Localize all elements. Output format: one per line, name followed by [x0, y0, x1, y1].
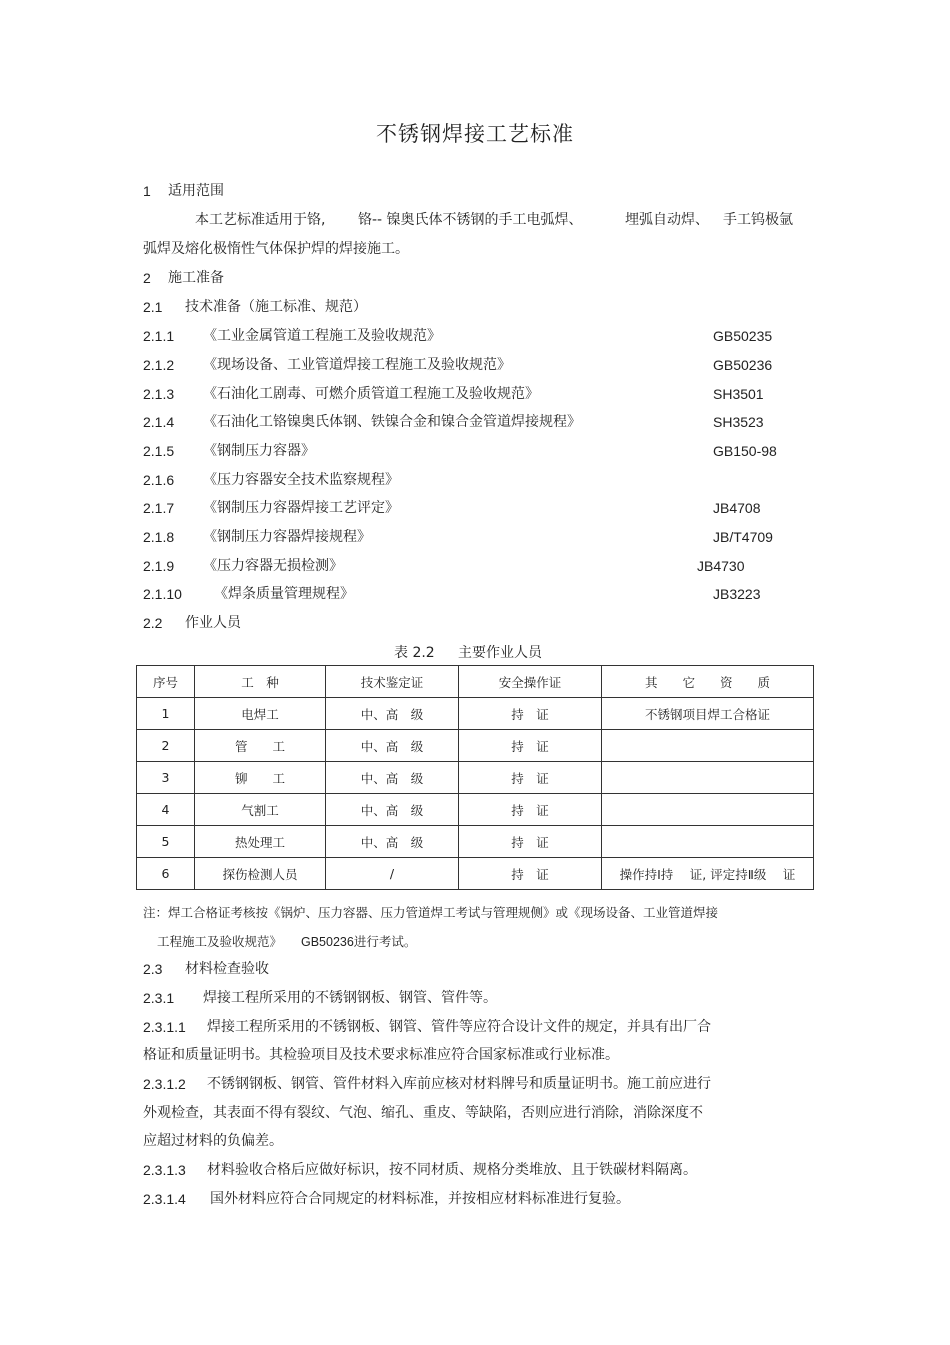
standard-name: 《钢制压力容器焊接规程》 [203, 529, 371, 545]
table-cell: 铆 工 [195, 762, 326, 794]
table-cell: 持 证 [459, 794, 602, 826]
standard-name: 《工业金属管道工程施工及验收规范》 [203, 328, 441, 344]
standard-number: 2.1.5 [143, 443, 175, 459]
standard-number: 2.1.4 [143, 414, 175, 430]
table-cell: 管 工 [195, 730, 326, 762]
table-cell: 持 证 [459, 858, 602, 890]
table-cell: / [326, 858, 459, 890]
table-cell: 持 证 [459, 730, 602, 762]
standard-code: JB4730 [697, 558, 745, 574]
table-row [137, 698, 814, 730]
standard-name: 《石油化工剧毒、可燃介质管道工程施工及验收规范》 [203, 386, 539, 402]
standard-number: 2.1.8 [143, 529, 175, 545]
personnel-table [136, 665, 814, 890]
standard-number: 2.1.1 [143, 328, 175, 344]
scope-para-part-2: 铬-- 镍奥氏体不锈钢的手工电弧焊、 [358, 212, 583, 228]
table-row [137, 730, 814, 762]
section-2-1-number: 2.1 [143, 299, 163, 315]
section-2-3-heading: 材料检查验收 [185, 961, 269, 977]
table-cell: 5 [137, 826, 195, 858]
table-row [137, 858, 814, 890]
standard-name: 《压力容器无损检测》 [203, 558, 343, 574]
table-header-row [137, 666, 814, 698]
table-row [137, 762, 814, 794]
table-cell: 电焊工 [195, 698, 326, 730]
standard-name: 《石油化工铬镍奥氏体钢、铁镍合金和镍合金管道焊接规程》 [203, 414, 581, 430]
section-2-3-1-1-line-2: 格证和质量证明书。其检验项目及技术要求标准应符合国家标准或行业标准。 [143, 1047, 619, 1063]
table-header: 其 它 资 质 [602, 666, 814, 698]
table-cell: 1 [137, 698, 195, 730]
standard-name: 《压力容器安全技术监察规程》 [203, 472, 399, 488]
table-cell: 中、高 级 [326, 698, 459, 730]
standard-number: 2.1.2 [143, 357, 175, 373]
standard-number: 2.1.3 [143, 386, 175, 402]
section-2-3-1-1-number: 2.3.1.1 [143, 1019, 186, 1035]
table-cell: 中、高 级 [326, 762, 459, 794]
standard-code: SH3523 [713, 414, 764, 430]
section-2-3-1-2-number: 2.3.1.2 [143, 1076, 186, 1092]
scope-para-line-2: 弧焊及熔化极惰性气体保护焊的焊接施工。 [143, 241, 409, 257]
standard-name: 《现场设备、工业管道焊接工程施工及验收规范》 [203, 357, 511, 373]
section-2-3-1-2-line-2: 外观检查，其表面不得有裂纹、气泡、缩孔、重皮、等缺陷，否则应进行消除，消除深度不 [143, 1105, 703, 1121]
scope-para-part-4: 手工钨极氩 [723, 212, 793, 228]
section-2-3-number: 2.3 [143, 961, 163, 977]
standard-code: SH3501 [713, 386, 764, 402]
table-header: 技术鉴定证 [326, 666, 459, 698]
page-title: 不锈钢焊接工艺标准 [376, 122, 574, 146]
standard-code: GB150-98 [713, 443, 777, 459]
scope-para-part-3: 埋弧自动焊、 [625, 212, 709, 228]
table-cell [602, 794, 814, 826]
table-header: 序号 [137, 666, 195, 698]
standard-number: 2.1.7 [143, 500, 175, 516]
section-2-3-1-3-text: 材料验收合格后应做好标识，按不同材质、规格分类堆放、且于铁碳材料隔离。 [207, 1162, 697, 1178]
standard-code: JB3223 [713, 586, 761, 602]
table-cell: 气割工 [195, 794, 326, 826]
standard-number: 2.1.6 [143, 472, 175, 488]
table-row [137, 826, 814, 858]
section-2-2-number: 2.2 [143, 615, 163, 631]
table-cell: 持 证 [459, 762, 602, 794]
table-cell: 2 [137, 730, 195, 762]
standard-name: 《焊条质量管理规程》 [214, 586, 354, 602]
standard-code: GB50236 [713, 357, 773, 373]
table-cell: 操作持Ⅰ持 证, 评定持Ⅱ级 证 [602, 858, 814, 890]
section-2-3-1-4-text: 国外材料应符合合同规定的材料标准，并按相应材料标准进行复验。 [210, 1191, 630, 1207]
table-cell: 持 证 [459, 698, 602, 730]
table-note-line-1: 注：焊工合格证考核按《锅炉、压力容器、压力管道焊工考试与管理规侧》或《现场设备、工业管道焊接 [143, 905, 719, 920]
table-header: 安全操作证 [459, 666, 602, 698]
standard-name: 《钢制压力容器》 [203, 443, 315, 459]
table-note-line-2b: GB50236进行考试。 [301, 935, 417, 949]
table-cell: 中、高 级 [326, 826, 459, 858]
section-2-3-1-4-number: 2.3.1.4 [143, 1191, 186, 1207]
table-row [137, 794, 814, 826]
table-cell: 不锈钢项目焊工合格证 [602, 698, 814, 730]
table-cell: 持 证 [459, 826, 602, 858]
table-cell: 6 [137, 858, 195, 890]
section-2-2-heading: 作业人员 [185, 615, 241, 631]
table-cell: 中、高 级 [326, 794, 459, 826]
table-cell: 4 [137, 794, 195, 826]
table-caption-title: 主要作业人员 [458, 645, 542, 661]
standard-number: 2.1.9 [143, 558, 175, 574]
scope-para-part-1: 本工艺标准适用于铬, [195, 212, 326, 228]
standard-code: JB4708 [713, 500, 761, 516]
table-cell [602, 762, 814, 794]
table-cell: 中、高 级 [326, 730, 459, 762]
table-cell: 3 [137, 762, 195, 794]
section-2-3-1-1-line-1: 焊接工程所采用的不锈钢板、钢管、管件等应符合设计文件的规定，并具有出厂合 [207, 1019, 711, 1035]
table-cell [602, 826, 814, 858]
standard-code: GB50235 [713, 328, 773, 344]
table-cell: 热处理工 [195, 826, 326, 858]
table-cell: 探伤检测人员 [195, 858, 326, 890]
section-2-3-1-2-line-3: 应超过材料的负偏差。 [143, 1133, 283, 1149]
section-2-3-1-text: 焊接工程所采用的不锈钢钢板、钢管、管件等。 [203, 990, 497, 1006]
section-1-number: 1 [143, 183, 151, 199]
section-2-heading: 施工准备 [168, 270, 224, 286]
standard-number: 2.1.10 [143, 586, 182, 602]
section-1-heading: 适用范围 [168, 183, 224, 199]
table-cell [602, 730, 814, 762]
standard-code: JB/T4709 [713, 529, 773, 545]
table-note-line-2a: 工程施工及验收规范》 [157, 934, 283, 949]
section-2-1-heading: 技术准备（施工标准、规范） [185, 299, 367, 315]
standard-name: 《钢制压力容器焊接工艺评定》 [203, 500, 399, 516]
section-2-3-1-2-line-1: 不锈钢钢板、钢管、管件材料入库前应核对材料牌号和质量证明书。施工前应进行 [207, 1076, 711, 1092]
section-2-3-1-3-number: 2.3.1.3 [143, 1162, 186, 1178]
section-2-3-1-number: 2.3.1 [143, 990, 175, 1006]
table-header: 工 种 [195, 666, 326, 698]
section-2-number: 2 [143, 270, 151, 286]
table-caption-number: 表 2.2 [394, 645, 435, 661]
